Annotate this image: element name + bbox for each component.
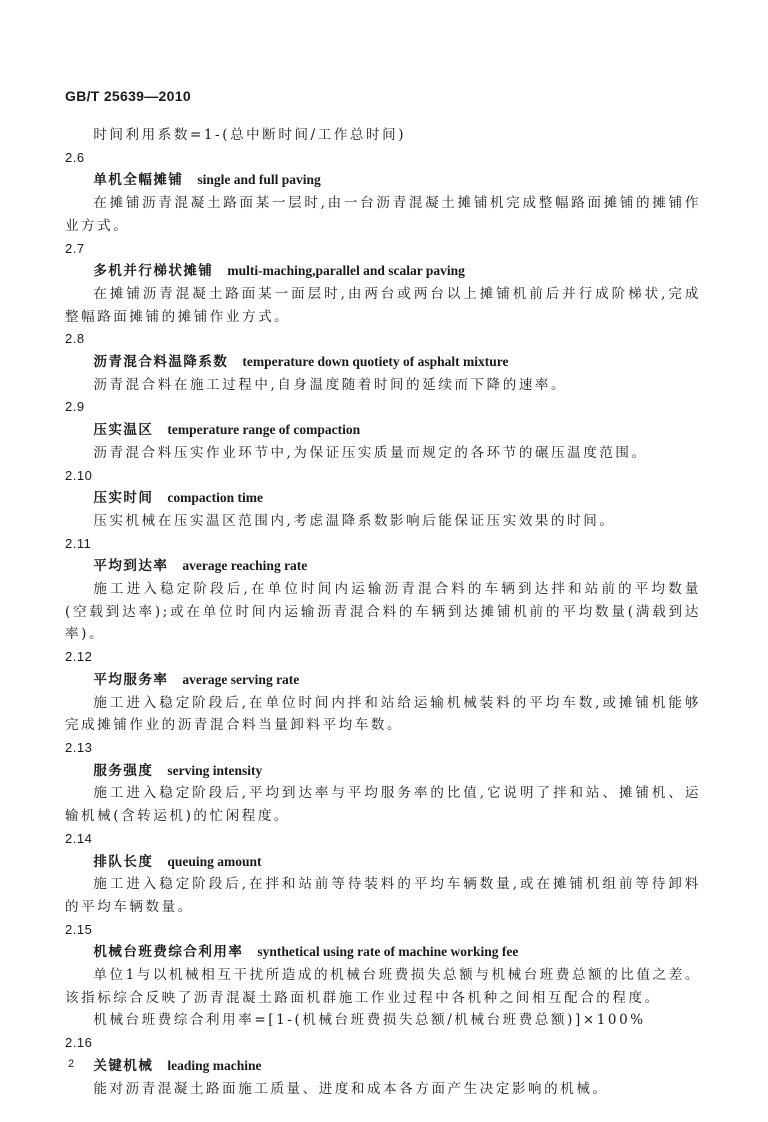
- term-heading: [65, 169, 701, 192]
- term-english: temperature range of compaction: [167, 422, 361, 438]
- term-entry: [65, 465, 701, 533]
- definition-paragraph: 压实机械在压实温区范围内,考虑温降系数影响后能保证压实效果的时间。: [93, 512, 616, 529]
- clause-number: 2.8: [65, 331, 85, 347]
- clause-number: 2.6: [65, 149, 85, 165]
- standard-number-header: GB/T 25639—2010: [65, 88, 191, 104]
- term-english: temperature down quotiety of asphalt mixture: [242, 354, 509, 370]
- term-heading: [65, 487, 701, 510]
- term-entries: [65, 147, 701, 1101]
- clause-number: 2.14: [65, 830, 93, 846]
- term-english: average reaching rate: [182, 558, 308, 574]
- term-entry: [65, 1032, 701, 1100]
- term-chinese: 沥青混合料温降系数: [93, 354, 229, 371]
- clause-number: 2.7: [65, 240, 85, 256]
- term-english: average serving rate: [182, 671, 300, 687]
- clause-number: 2.12: [65, 649, 93, 665]
- clause-number: 2.16: [65, 1035, 93, 1051]
- term-entry: [65, 238, 701, 329]
- term-chinese: 机械台班费综合利用率: [93, 944, 244, 961]
- term-chinese: 压实时间: [93, 490, 154, 507]
- definition-paragraph: 能对沥青混凝土路面施工质量、进度和成本各方面产生决定影响的机械。: [93, 1080, 609, 1097]
- term-entry: [65, 737, 701, 828]
- page-number: 2: [68, 1058, 75, 1070]
- term-chinese: 平均服务率: [93, 671, 169, 688]
- clause-number: 2.11: [65, 535, 92, 551]
- term-entry: [65, 919, 701, 1033]
- term-heading: [65, 669, 701, 692]
- term-entry: [65, 396, 701, 464]
- term-entry: [65, 533, 701, 647]
- term-entry: [65, 646, 701, 737]
- term-chinese: 排队长度: [93, 853, 154, 870]
- term-chinese: 单机全幅摊铺: [93, 172, 184, 189]
- term-entry: [65, 147, 701, 238]
- term-heading: [65, 851, 701, 874]
- term-entry: [65, 328, 701, 396]
- term-heading: [65, 760, 701, 783]
- definition-paragraph: 沥青混合料压实作业环节中,为保证压实质量而规定的各环节的碾压温度范围。: [93, 444, 648, 461]
- term-english: queuing amount: [167, 853, 262, 869]
- definition-paragraph: 施工进入稳定阶段后,平均到达率与平均服务率的比值,它说明了拌和站、摊铺机、运输机械(含转运机)的忙闲程度。: [65, 785, 701, 825]
- term-english: synthetical using rate of machine working fee: [257, 944, 519, 960]
- term-heading: [65, 419, 701, 442]
- term-chinese: 服务强度: [93, 762, 154, 779]
- document-body: [65, 124, 701, 1100]
- term-heading: [65, 1055, 701, 1078]
- definition-paragraph: 在摊铺沥青混凝土路面某一层时,由一台沥青混凝土摊铺机完成整幅路面摊铺的摊铺作业方式。: [65, 195, 701, 234]
- term-chinese: 多机并行梯状摊铺: [93, 263, 214, 280]
- term-english: leading machine: [167, 1057, 262, 1073]
- term-entry: [65, 828, 701, 919]
- term-heading: [65, 555, 701, 578]
- term-chinese: 平均到达率: [93, 558, 169, 575]
- time-utilization-formula: 时间利用系数=1-(总中断时间/工作总时间): [93, 127, 407, 143]
- definition-paragraph: 在摊铺沥青混凝土路面某一面层时,由两台或两台以上摊铺机前后并行成阶梯状,完成整幅路面摊铺的摊铺作业方式。: [65, 285, 701, 325]
- term-chinese: 压实温区: [93, 422, 154, 439]
- clause-number: 2.15: [65, 921, 93, 937]
- clause-number: 2.13: [65, 739, 93, 755]
- term-heading: [65, 260, 701, 283]
- term-english: single and full paving: [197, 172, 321, 188]
- term-english: compaction time: [167, 490, 263, 506]
- term-chinese: 关键机械: [93, 1057, 154, 1074]
- term-heading: [65, 941, 701, 964]
- definition-paragraph: 沥青混合料在施工过程中,自身温度随着时间的延续而下降的速率。: [93, 376, 568, 393]
- clause-number: 2.9: [65, 399, 85, 415]
- definition-paragraph: 机械台班费综合利用率=[1-(机械台班费损失总额/机械台班费总额)]×100%: [93, 1012, 646, 1029]
- term-english: serving intensity: [167, 762, 263, 778]
- term-english: multi-maching,parallel and scalar paving: [227, 263, 465, 279]
- clause-number: 2.10: [65, 467, 93, 483]
- definition-paragraph: 单位1与以机械相互干扰所造成的机械台班费损失总额与机械台班费总额的比值之差。该指标综合反映了沥青混凝土路面机群施工作业过程中各机种之间相互配合的程度。: [65, 967, 701, 1006]
- definition-paragraph: 施工进入稳定阶段后,在单位时间内拌和站给运输机械装料的平均车数,或摊铺机能够完成摊铺作业的沥青混合料当量卸料平均车数。: [65, 694, 701, 734]
- term-heading: [65, 351, 701, 374]
- definition-paragraph: 施工进入稳定阶段后,在单位时间内运输沥青混合料的车辆到达拌和站前的平均数量(空载到达率);或在单位时间内运输沥青混合料的车辆到达摊铺机前的平均数量(满载到达率)。: [65, 581, 701, 643]
- definition-paragraph: 施工进入稳定阶段后,在拌和站前等待装料的平均车辆数量,或在摊铺机组前等待卸料的平均车辆数量。: [65, 876, 701, 915]
